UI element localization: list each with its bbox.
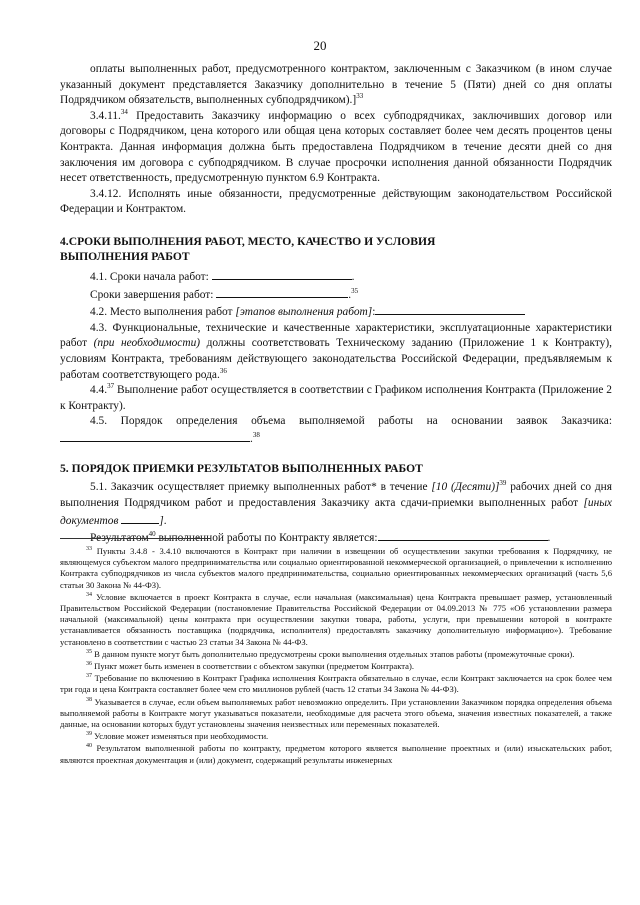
footnote [60, 649, 612, 660]
footnote [60, 661, 612, 672]
punctuation: . [547, 532, 551, 545]
footnote-text: Условие может изменяться при необходимости. [92, 731, 269, 742]
clause-text: рабочих дней со дня выполнения Подрядчиком работ и предоставления Заказчику акта сдачи-приемки выполненных работ [60, 481, 612, 510]
clause-label: 4.4. [90, 384, 108, 397]
clause-4-1-end [60, 286, 612, 304]
clause-label: 3.4.11. [90, 109, 121, 122]
footnote-ref: 35 [351, 286, 359, 295]
footnote-ref: 33 [356, 92, 364, 101]
footnote-number: 40 [86, 743, 92, 750]
footnote-number: 39 [86, 731, 92, 738]
section-4-heading-line2: ВЫПОЛНЕНИЯ РАБОТ [60, 249, 190, 263]
footnote-ref: 38 [252, 431, 260, 440]
footnote [60, 743, 612, 765]
footnote [60, 731, 612, 742]
blank-field [216, 286, 348, 298]
paragraph-text: оплаты выполненных работ, предусмотренного контрактом, заключенным с Заказчиком (в ином случае указанный документ представляется Заказчику дополнительно в течение 5 (Пяти) дней со дня оплаты Подрядчиком обязательств, выполненных субподрядчиком).] [60, 63, 612, 107]
document-body [60, 62, 612, 547]
section-4-heading-line1: 4.СРОКИ ВЫПОЛНЕНИЯ РАБОТ, МЕСТО, КАЧЕСТВО И УСЛОВИЯ [60, 234, 436, 248]
footnote-separator [60, 538, 210, 539]
clause-text: Предоставить Заказчику информацию о всех субподрядчиках, заключивших договор или договоры с Подрядчиком, цена которого или общая цена которых составляет более чем десять процентов цены Контракта. Данная информация должна быть предоставлена Подрядчиком в течение десяти дней со дня заключения им договора с субподрядчиком. В случае просрочки исполнения данной обязанности Подрядчик несет ответственность, предусмотренную пунктом 6.9 Контракта. [60, 109, 612, 185]
footnote-text: Пункты 3.4.8 - 3.4.10 включаются в Контракт при наличии в извещении об осуществлении закупки требования к Подрядчику, не являющемуся субъектом малого предпринимательства или социально ориентированной некоммерческой организацией, о привлечении к исполнению Контракта субподрядчиков из числа субъектов малого предпринимательства, социально ориентированных некоммерческих организаций (часть 5,6 статьи 30 Закона № 44-ФЗ). [60, 546, 612, 590]
clause-4-1-start [60, 268, 612, 286]
footnote-text: Указывается в случае, если объем выполняемых работ невозможно определить. При установлении Заказчиком порядка определения объема выполняемой работы в Контракте могут указываться показатели, необходимые для расчета этого объема, значения известных показателей, а также данные, на основании которых будут установлены значения неизвестных или переменных показателей. [60, 696, 612, 730]
clause-4-2 [60, 303, 612, 321]
paragraph-continuation [60, 62, 612, 109]
clause-italic: [этапов выполнения работ] [235, 306, 373, 319]
blank-field [378, 529, 548, 541]
footnote [60, 697, 612, 731]
footnotes [60, 546, 612, 767]
clause-text: Выполнение работ осуществляется в соответствии с Графиком исполнения Контракта (Приложение 2 к Контракту). [60, 384, 612, 412]
clause-text: выполненной работы по Контракту является: [155, 532, 378, 545]
footnote-text: Требование по включению в Контракт Графика исполнения Контракта обязательно в случае, если Контракт заключается на срок более чем три года и цена Контракта составляет более чем сто миллионов рублей (часть 12 статьи 34 Закона № 44-ФЗ). [60, 673, 612, 695]
clause-text: 5.1. Заказчик осуществляет приемку выполненных работ* в течение [90, 481, 432, 494]
footnote-number: 33 [86, 546, 92, 553]
clause-4-3 [60, 321, 612, 383]
blank-field [60, 430, 250, 442]
clause-text: 4.1. Сроки начала работ: [90, 270, 212, 283]
blank-field [212, 268, 352, 280]
footnote-number: 34 [86, 591, 92, 598]
clause-text: 4.3. Функциональные, технические и качественные характеристики, эксплуатационные характеристики работ [60, 321, 612, 350]
footnote [60, 592, 612, 648]
footnote-ref: 39 [499, 479, 507, 488]
footnote-number: 38 [86, 696, 92, 703]
footnote-number: 37 [86, 673, 92, 680]
footnote-ref: 36 [219, 366, 227, 375]
punctuation: . [163, 514, 167, 527]
clause-5-1 [60, 480, 612, 529]
clause-text: должны соответствовать Техническому заданию (Приложение 1 к Контракту), условиям Контракта, требованиям действующего законодательства Российской Федерации, предъявляемым к работам соответствующего рода. [60, 337, 612, 381]
footnote-ref: 37 [107, 382, 115, 391]
clause-3-4-12: 3.4.12. Исполнять иные обязанности, предусмотренные действующим законодательством Российской Федерации и Контрактом. [60, 187, 612, 216]
clause-text: Сроки завершения работ: [90, 288, 217, 301]
footnote [60, 673, 612, 695]
footnote-text: Пункт может быть изменен в соответствии с объектом закупки (предметом Контракта). [92, 661, 414, 672]
clause-italic: [иных документов [60, 497, 612, 527]
clause-italic: [10 (Десяти)] [431, 481, 500, 494]
blank-field [121, 512, 159, 524]
clause-3-4-11 [60, 109, 612, 187]
punctuation: . [351, 270, 355, 283]
punctuation: . [250, 432, 253, 445]
footnote-ref: 40 [148, 530, 156, 539]
clause-italic: (при необходимости) [93, 337, 201, 350]
footnote-number: 35 [86, 648, 92, 655]
page-number: 20 [313, 38, 327, 53]
clause-italic: ] [159, 514, 164, 527]
clause-text: 4.2. Место выполнения работ [90, 306, 236, 319]
punctuation: . [348, 288, 352, 301]
clause-4-4 [60, 383, 612, 414]
blank-field [375, 303, 525, 315]
footnote-text: Результатом выполненной работы по контракту, предметом которого является выполнение проектных и (или) изыскательских работ, являются проектная документация и (или) документ, содержащий результаты инженерных [60, 743, 612, 765]
footnote [60, 546, 612, 591]
clause-4-5 [60, 414, 612, 447]
clause-text: 4.5. Порядок определения объема выполняемой работы на основании заявок Заказчика: [90, 415, 612, 428]
footnote-ref: 34 [120, 107, 128, 116]
footnote-number: 36 [86, 661, 92, 668]
punctuation: : [372, 306, 376, 319]
section-5-heading: 5. ПОРЯДОК ПРИЕМКИ РЕЗУЛЬТАТОВ ВЫПОЛНЕННЫХ РАБОТ [60, 462, 423, 476]
clause-text: Результатом [90, 532, 149, 545]
footnote-text: Условие включается в проект Контракта в случае, если начальная (максимальная) цена Контракта превышает размер, установленный Правительством Российской Федерации (постановление Правительства Российской Федерации от 04.09.2013 № 775 «Об установлении размера начальной (максимальной) цены контракта при осуществлении закупки товара, работы, услуги, при превышении которой в контракте устанавливается обязанность поставщика (подрядчика, исполнителя) предоставлять заказчику дополнительную информацию»). Требование установлено в соответствии с частью 23 статьи 34 Закона № 44-ФЗ. [60, 591, 612, 647]
footnote-text: В данном пункте могут быть дополнительно предусмотрены сроки выполнения отдельных этапов работы (промежуточные сроки). [92, 648, 575, 659]
